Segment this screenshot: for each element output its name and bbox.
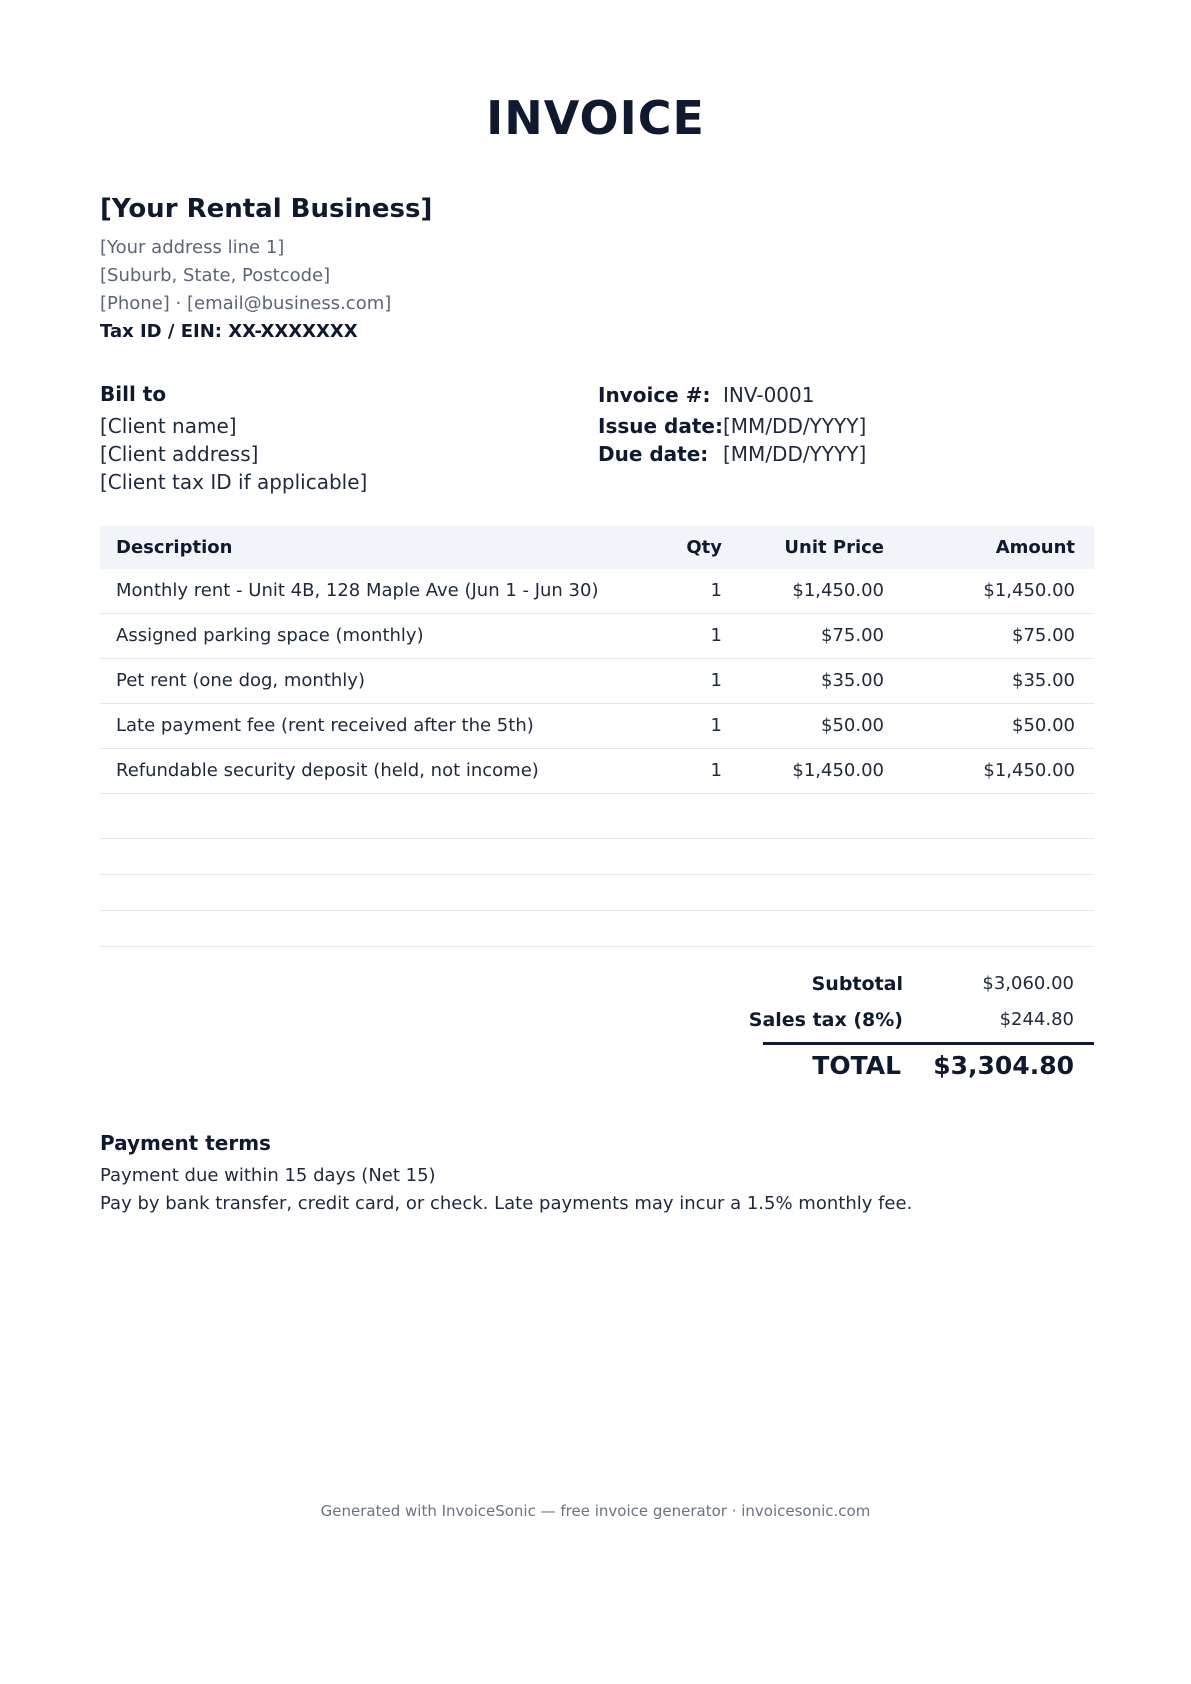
row-unit-price: $75.00	[821, 625, 884, 646]
total-label: TOTAL	[812, 1051, 901, 1080]
row-qty: 1	[710, 670, 722, 691]
row-description: Refundable security deposit (held, not income)	[116, 760, 539, 781]
payment-terms-heading: Payment terms	[100, 1131, 271, 1155]
table-row	[100, 614, 1094, 659]
due-date-label: Due date:	[598, 442, 709, 466]
sales-tax-value: $244.80	[999, 1009, 1074, 1030]
row-qty: 1	[710, 625, 722, 646]
row-description: Pet rent (one dog, monthly)	[116, 670, 365, 691]
payment-terms-line1: Payment due within 15 days (Net 15)	[100, 1165, 436, 1186]
business-name: [Your Rental Business]	[100, 194, 433, 224]
row-amount: $75.00	[1012, 625, 1075, 646]
table-row-empty	[100, 839, 1094, 875]
client-address: [Client address]	[100, 442, 259, 466]
payment-terms-line2: Pay by bank transfer, credit card, or check. Late payments may incur a 1.5% monthly fee.	[100, 1193, 913, 1214]
table-row-empty	[100, 911, 1094, 947]
subtotal-label: Subtotal	[811, 973, 903, 995]
row-description: Late payment fee (rent received after the 5th)	[116, 715, 534, 736]
header-description: Description	[116, 537, 233, 558]
row-amount: $1,450.00	[983, 760, 1075, 781]
business-contact: [Phone] · [email@business.com]	[100, 293, 392, 314]
issue-date: [MM/DD/YYYY]	[723, 414, 867, 438]
issue-date-label: Issue date:	[598, 414, 723, 438]
header-amount: Amount	[995, 537, 1075, 558]
table-row	[100, 659, 1094, 704]
row-qty: 1	[710, 580, 722, 601]
table-header	[100, 526, 1094, 569]
row-qty: 1	[710, 760, 722, 781]
table-row	[100, 569, 1094, 614]
row-amount: $50.00	[1012, 715, 1075, 736]
row-unit-price: $50.00	[821, 715, 884, 736]
row-unit-price: $1,450.00	[792, 760, 884, 781]
row-description: Monthly rent - Unit 4B, 128 Maple Ave (Jun 1 - Jun 30)	[116, 580, 599, 601]
row-unit-price: $1,450.00	[792, 580, 884, 601]
table-row	[100, 749, 1094, 794]
line-items-table	[100, 526, 1094, 947]
header-qty: Qty	[686, 537, 722, 558]
sales-tax-label: Sales tax (8%)	[748, 1009, 903, 1031]
client-tax-id: [Client tax ID if applicable]	[100, 470, 368, 494]
invoice-number-label: Invoice #:	[598, 383, 711, 407]
invoice-title: INVOICE	[486, 91, 705, 145]
row-amount: $35.00	[1012, 670, 1075, 691]
business-tax-id: Tax ID / EIN: XX-XXXXXXX	[100, 321, 358, 342]
table-row-empty	[100, 794, 1094, 839]
header-unit-price: Unit Price	[784, 537, 884, 558]
business-address-line1: [Your address line 1]	[100, 237, 285, 258]
row-description: Assigned parking space (monthly)	[116, 625, 424, 646]
due-date: [MM/DD/YYYY]	[723, 442, 867, 466]
client-name: [Client name]	[100, 414, 237, 438]
table-row-empty	[100, 875, 1094, 911]
row-amount: $1,450.00	[983, 580, 1075, 601]
subtotal-value: $3,060.00	[982, 973, 1074, 994]
bill-to-heading: Bill to	[100, 382, 167, 406]
total-divider	[763, 1042, 1094, 1045]
total-value: $3,304.80	[933, 1051, 1074, 1080]
invoice-number: INV-0001	[723, 383, 815, 407]
business-address-line2: [Suburb, State, Postcode]	[100, 265, 331, 286]
table-row	[100, 704, 1094, 749]
row-unit-price: $35.00	[821, 670, 884, 691]
row-qty: 1	[710, 715, 722, 736]
footer-note: Generated with InvoiceSonic — free invoice generator · invoicesonic.com	[320, 1502, 871, 1520]
